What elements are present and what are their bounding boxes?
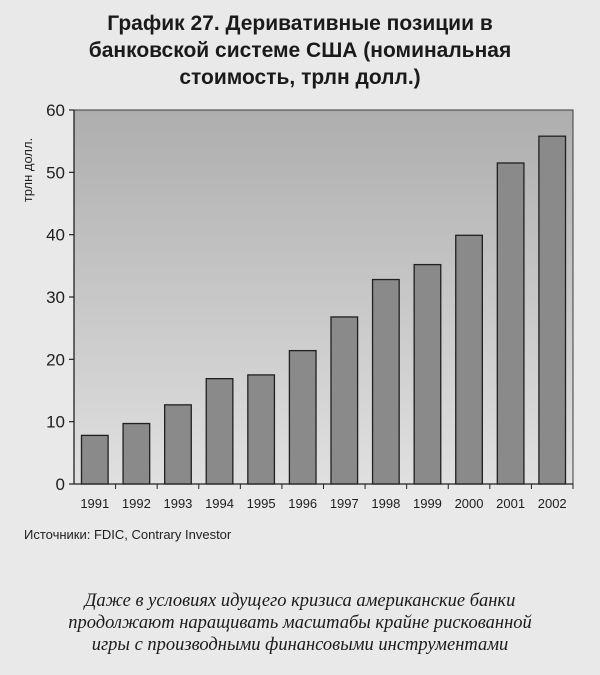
bar <box>206 379 233 484</box>
y-tick-label: 50 <box>46 163 65 183</box>
figure-caption <box>30 590 570 656</box>
y-tick-label: 0 <box>55 475 65 494</box>
x-tick-label: 1999 <box>412 496 442 511</box>
caption-line: продолжают наращивать масштабы крайне рискованной <box>68 613 532 633</box>
bar <box>123 424 150 484</box>
x-tick-label: 1998 <box>371 496 401 511</box>
chart-title <box>60 10 540 91</box>
bar <box>331 317 358 484</box>
x-tick-label: 1991 <box>80 496 110 511</box>
bar <box>289 351 316 484</box>
chart-title-line: банковской системе США (номинальная <box>88 39 512 62</box>
sources-note: Источники: FDIC, Contrary Investor <box>24 527 232 542</box>
bar <box>81 435 108 484</box>
y-tick-label: 10 <box>46 412 65 432</box>
bar <box>456 235 483 484</box>
y-tick-label: 20 <box>46 350 65 370</box>
y-axis-label: трлн долл. <box>20 137 35 203</box>
y-tick-label: 40 <box>46 225 65 245</box>
bar <box>373 280 400 484</box>
x-tick-label: 2002 <box>537 496 567 511</box>
caption-line: игры с производными финансовыми инструментами <box>91 635 509 655</box>
x-tick-label: 1995 <box>246 496 276 511</box>
bar <box>165 405 192 484</box>
bar <box>248 375 275 484</box>
bar-chart <box>0 95 600 520</box>
x-tick-label: 1992 <box>121 496 151 511</box>
x-tick-label: 1996 <box>288 496 318 511</box>
bar <box>539 136 566 484</box>
x-tick-label: 2001 <box>496 496 526 511</box>
x-tick-label: 1994 <box>205 496 235 511</box>
x-tick-label: 1997 <box>329 496 359 511</box>
x-tick-label: 1993 <box>163 496 193 511</box>
caption-line: Даже в условиях идущего кризиса американские банки <box>84 591 516 611</box>
x-tick-label: 2000 <box>454 496 484 511</box>
y-tick-label: 60 <box>46 101 65 120</box>
bar <box>414 265 441 484</box>
y-tick-label: 30 <box>46 288 65 307</box>
chart-title-line: стоимость, трлн долл.) <box>179 66 421 89</box>
bar <box>497 163 524 484</box>
chart-title-line: График 27. Деривативные позиции в <box>107 12 493 35</box>
